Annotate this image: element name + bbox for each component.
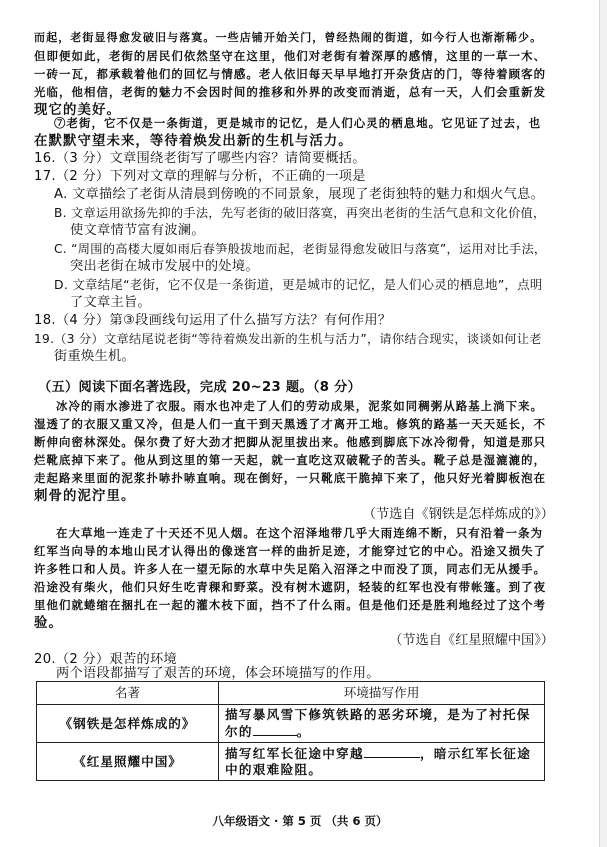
option-d: D. 文章结尾“老街，它不仅是一条街道，更是城市的记忆，是人们心灵的栖息地”，点明 [54, 277, 543, 292]
excerpt-1-line: 冰冷的雨水渗进了衣服。雨水也冲走了人们的劳动成果，泥浆如同稠粥从路基上淌下来。 [56, 399, 544, 413]
effect-text-end: ，暗示红军长征途中的艰难险阻。 [225, 746, 532, 777]
passage-line: 光临，他相信，老街的魅力不会因时间的推移和外界的改变而消逝，总有一天，人们会重新发 [34, 85, 547, 99]
excerpt-2-source: （节选自《红星照耀中国》） [389, 633, 554, 648]
passage-line: 一砖一瓦，都承载着他们的回忆与情感。老人依旧每天早早地打开杂货店的门，等待着顾客的 [34, 67, 547, 81]
option-d-cont: 了文章主旨。 [70, 295, 151, 310]
paragraph-7-line: ⑦老街，它不仅是一条街道，更是城市的记忆，是人们心灵的栖息地。它见证了过去，也 [54, 116, 542, 130]
section-5-heading: （五）阅读下面名著选段，完成 20~23 题。（8 分） [38, 380, 362, 395]
excerpt-2-line: 验。 [34, 615, 63, 631]
option-a: A. 文章描绘了老街从清晨到傍晚的不同景象，展现了老街独特的魅力和烟火气息。 [54, 187, 545, 202]
table-header-book: 名著 [37, 682, 219, 705]
passage-line: 而起，老街显得愈发破旧与落寞。一些店铺开始关门，曾经热闹的街道，如今行人也渐渐稀少。 [34, 31, 543, 44]
question-19: 19.（3 分）文章结尾说老街“等待着焕发出新的生机与活力”，请你结合现实，谈谈如何让老 [34, 332, 542, 346]
excerpt-1-line: 断伸向密林深处。保尔费了好大劲才把脚从泥里拔出来。他感到脚底下冰冷彻骨，知道是那只 [34, 435, 547, 449]
question-16: 16.（3 分）文章围绕老街写了哪些内容？请简要概括。 [34, 151, 366, 166]
table-row [37, 743, 545, 781]
effect-text: 描写红军长征途中穿越 [225, 746, 364, 761]
table-cell-book: 《钢铁是怎样炼成的》 [37, 705, 219, 743]
excerpt-2-line: 在大草地一连走了十天还不见人烟。在这个沼泽地带几乎大雨连绵不断，只有沿着一条为 [56, 526, 544, 540]
question-20: 20.（2 分）艰苦的环境 [34, 652, 177, 667]
table-header-effect: 环境描写作用 [219, 682, 545, 705]
question-19-cont: 街重焕生机。 [54, 349, 135, 364]
effect-text: 描写暴风雪下修筑铁路的恶劣环境，是为了衬托保尔的 [225, 707, 531, 739]
excerpt-2-line: 里他们就蜷缩在捆扎在一起的灌木枝下面，挡不了什么雨。但是他们还是胜利地经过了这个考 [34, 598, 547, 612]
excerpt-1-line: 湿透了的衣服又重又冷，但是人们一直干到天黑透了才离开工地。修筑的路基一天天延长，不 [34, 417, 547, 431]
question-18: 18.（4 分）第③段画线句运用了什么描写方法？有何作用？ [34, 313, 392, 328]
passage-line: 但即便如此，老街的居民们依然坚守在这里，他们对老街有着深厚的感情，这里的一草一木、 [34, 49, 547, 63]
page-footer: 八年级语文 · 第 5 页 （共 6 页） [212, 814, 388, 828]
environment-description-table [36, 681, 545, 781]
excerpt-2-line: 许多牲口和人员。许多人在一望无际的水草中失足陷入沼泽之中而没了顶，同志们无从援手。 [34, 562, 547, 576]
option-c: C. “周围的高楼大厦如雨后春笋般拔地而起，老街显得愈发破旧与落寞”，运用对比手法， [54, 242, 547, 256]
passage-line: 现它的美好。 [34, 102, 121, 118]
question-20-instruction: 两个语段都描写了艰苦的环境，体会环境描写的作用。 [56, 666, 380, 681]
table-row [37, 705, 545, 743]
excerpt-2-line: 红军当向导的本地山民才认得出的像迷宫一样的曲折足迹，才能穿过它的中心。沿途又损失了 [34, 544, 547, 558]
table-cell-book: 《红星照耀中国》 [37, 743, 219, 781]
option-c-cont: 突出老街在城市发展中的处境。 [70, 259, 259, 274]
option-b: B. 文章运用欲扬先抑的手法，先写老街的破旧落寞，再突出老街的生活气息和文化价值， [54, 206, 546, 220]
answer-blank[interactable] [253, 723, 297, 736]
excerpt-1-source: （节选自《钢铁是怎样炼成的》） [362, 507, 554, 522]
excerpt-1-line: 刺骨的泥泞里。 [34, 488, 136, 504]
effect-text-end: 。 [296, 724, 311, 739]
excerpt-1-line: 烂靴底掉下来了。他从到这里的第一天起，就一直吃这双破靴子的苦头。靴子总是湿漉漉的， [34, 453, 547, 467]
paragraph-7-line: 在默默守望未来，等待着焕发出新的生机与活力。 [34, 133, 353, 149]
excerpt-1-line: 走起路来里面的泥浆扑哧扑哧直响。现在倒好，一只靴底干脆掉下来了，他只好光着脚板泡在 [34, 471, 547, 485]
question-17: 17.（2 分）下列对文章的理解与分析，不正确的一项是 [34, 169, 366, 184]
table-cell-effect [219, 705, 545, 743]
answer-blank[interactable] [364, 745, 420, 758]
table-header-row [37, 682, 545, 705]
page-edge-shadow [599, 0, 607, 847]
option-b-cont: 使文章情节富有波澜。 [70, 223, 205, 238]
excerpt-2-line: 沿途没有柴火，他们只好生吃青稞和野菜。没有树木遮阴，轻装的红军也没有带帐篷。到了夜 [34, 580, 547, 594]
table-cell-effect [219, 743, 545, 781]
